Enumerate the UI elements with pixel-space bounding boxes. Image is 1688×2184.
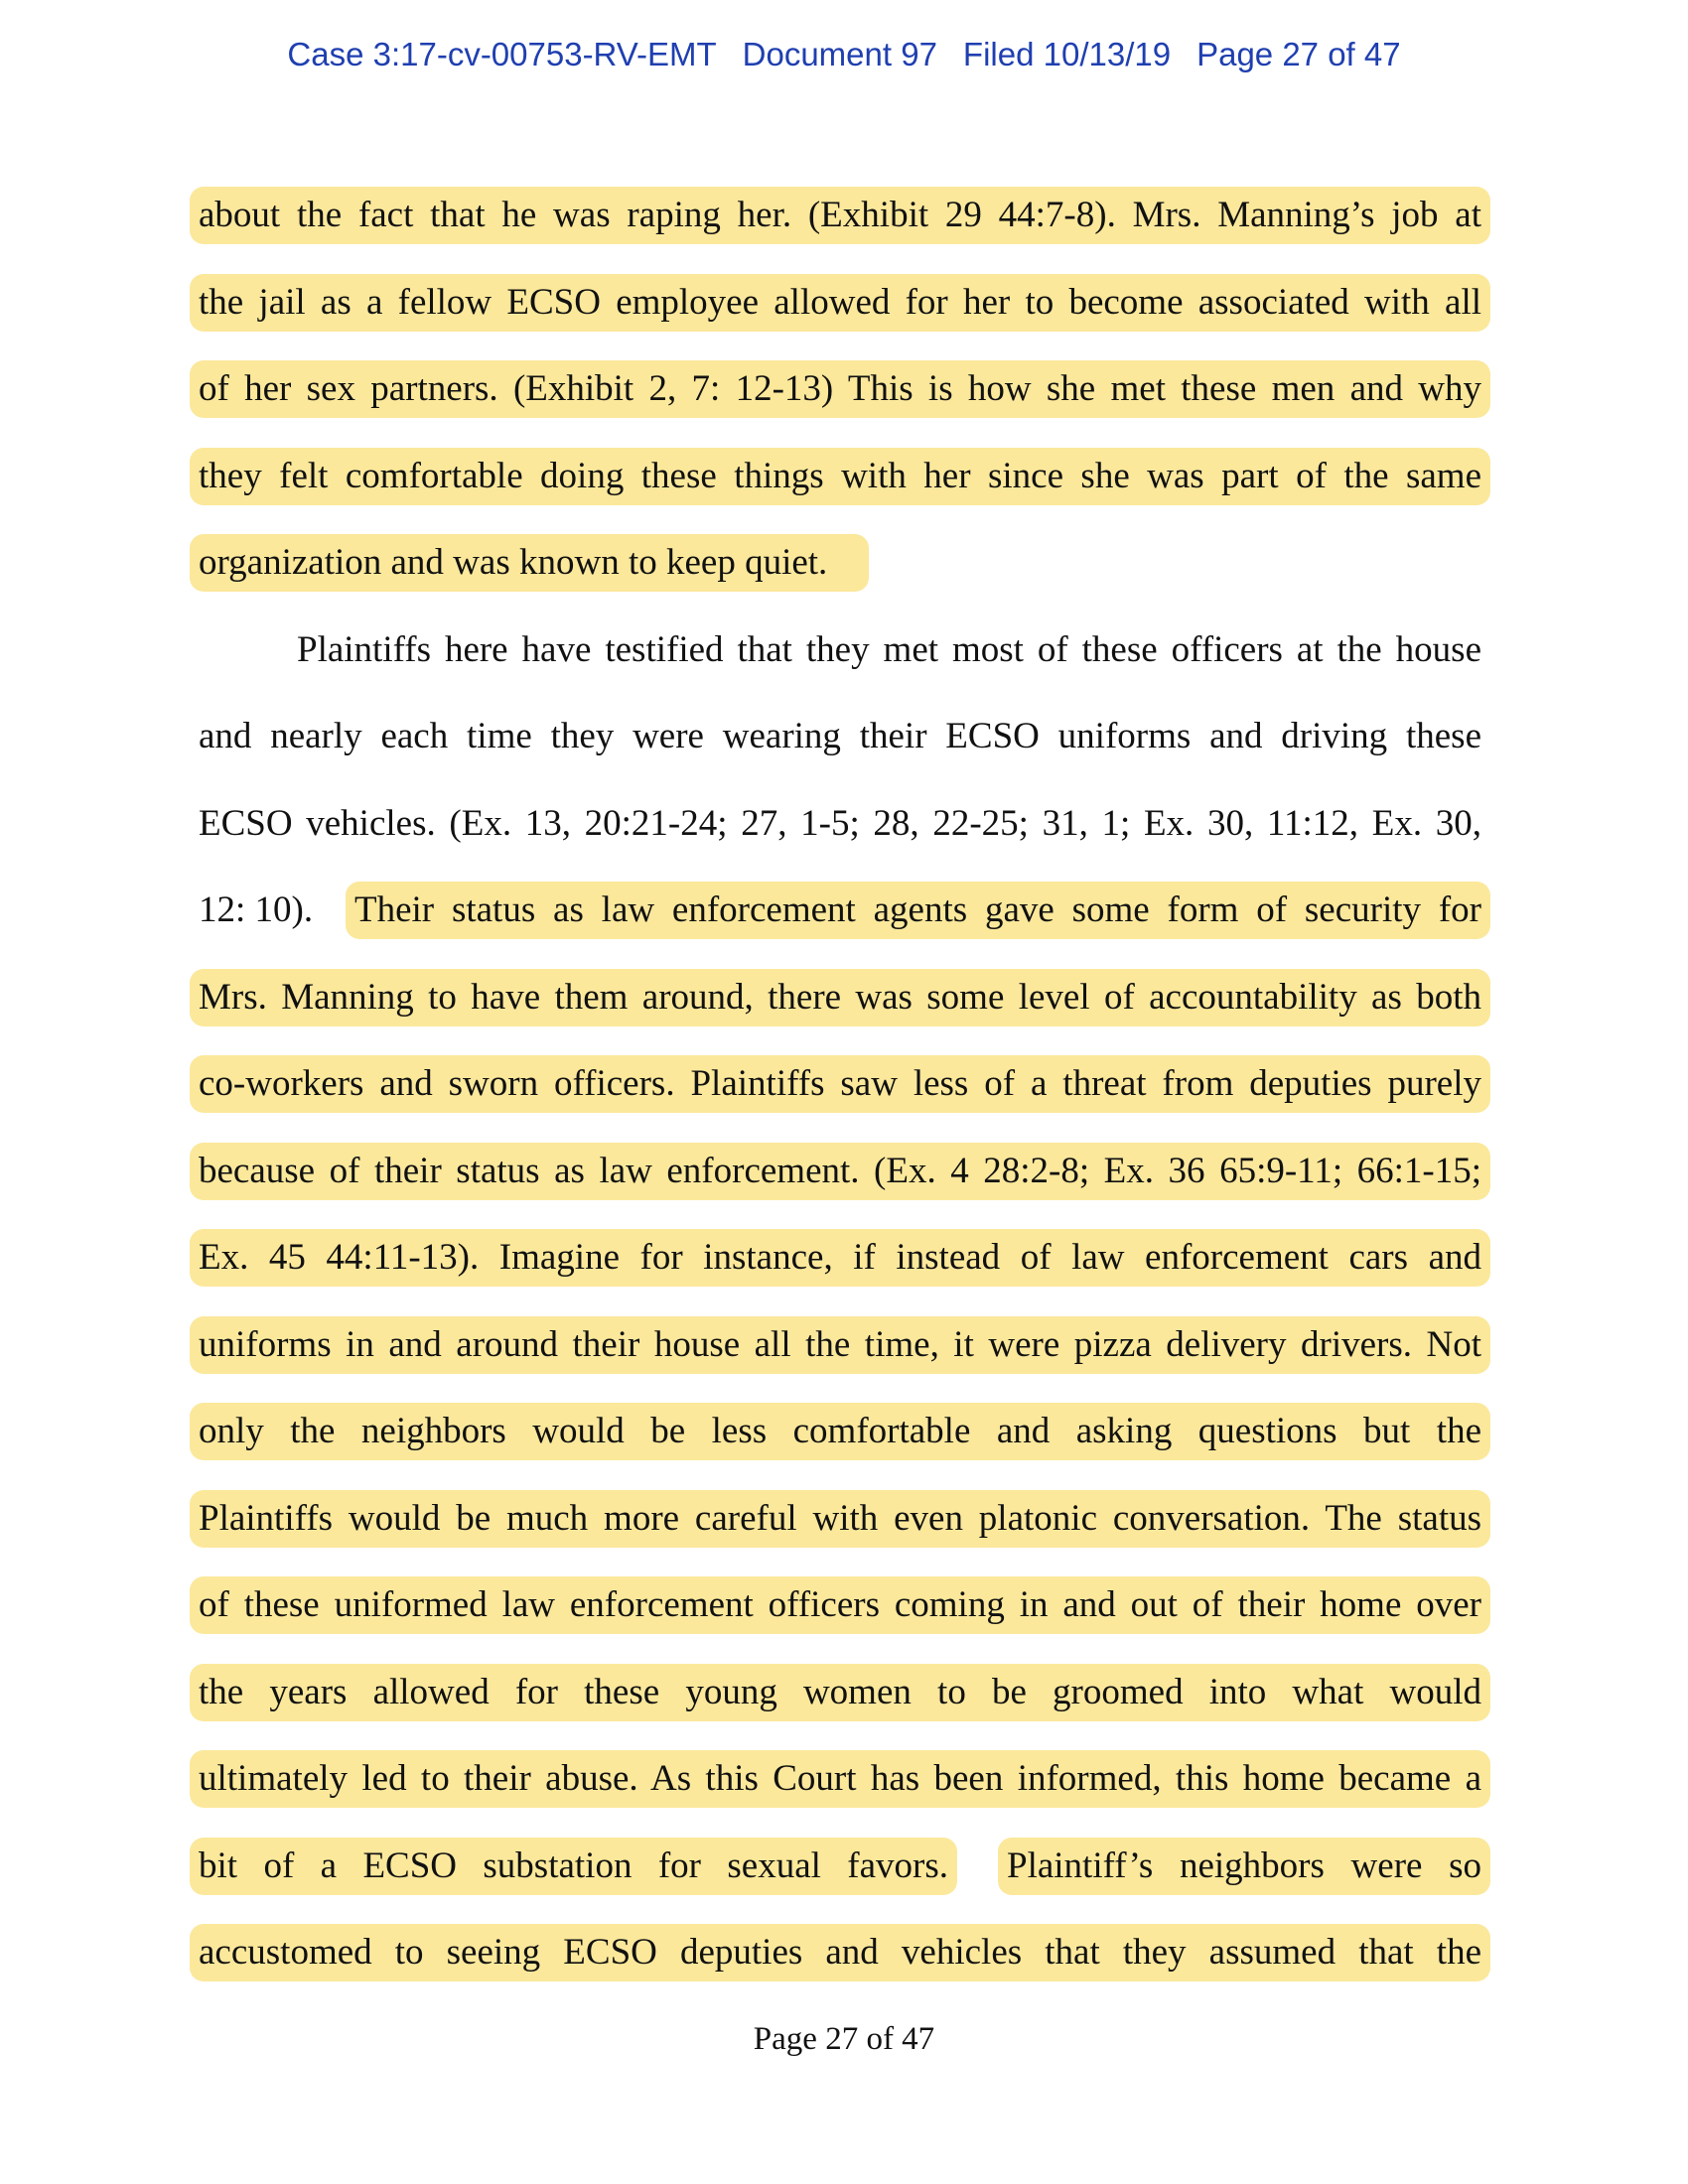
body-line: they felt comfortable doing these things with her since she was part of the same bbox=[190, 448, 1490, 505]
body-line-segment: 12: 10). bbox=[199, 889, 314, 930]
body-line: of her sex partners. (Exhibit 2, 7: 12-13) This is how she met these men and why bbox=[190, 360, 1490, 418]
body-line: only the neighbors would be less comfortable and asking questions but the bbox=[190, 1403, 1490, 1460]
body-line-segment: bit of a ECSO substation for sexual favors. bbox=[190, 1838, 957, 1895]
body-line: uniforms in and around their house all the time, it were pizza delivery drivers. Not bbox=[190, 1316, 1490, 1374]
body-line: the jail as a fellow ECSO employee allowed for her to become associated with all bbox=[190, 274, 1490, 332]
case-header bbox=[0, 36, 1688, 73]
body-line: the years allowed for these young women to be groomed into what would bbox=[190, 1664, 1490, 1721]
header-page-number: Page 27 of 47 bbox=[1196, 36, 1401, 72]
body-line: Ex. 45 44:11-13). Imagine for instance, if instead of law enforcement cars and bbox=[190, 1229, 1490, 1287]
body-line: because of their status as law enforcement. (Ex. 4 28:2-8; Ex. 36 65:9-11; 66:1-15; bbox=[190, 1143, 1490, 1200]
document-number: Document 97 bbox=[742, 36, 937, 72]
body-line: organization and was known to keep quiet. bbox=[190, 534, 869, 592]
body-line: and nearly each time they were wearing their ECSO uniforms and driving these bbox=[199, 716, 1481, 756]
body-line: of these uniformed law enforcement officers coming in and out of their home over bbox=[190, 1576, 1490, 1634]
filed-date: Filed 10/13/19 bbox=[962, 36, 1172, 72]
body-line: Plaintiffs here have testified that they met most of these officers at the house bbox=[297, 629, 1481, 670]
case-number: Case 3:17-cv-00753-RV-EMT bbox=[287, 36, 717, 72]
body-line-segment: Their status as law enforcement agents gave some form of security for bbox=[346, 882, 1490, 939]
body-line-segment: Plaintiff’s neighbors were so bbox=[998, 1838, 1490, 1895]
footer-page-number: Page 27 of 47 bbox=[753, 2021, 935, 2057]
body-line: ultimately led to their abuse. As this Court has been informed, this home became a bbox=[190, 1750, 1490, 1808]
body-line: accustomed to seeing ECSO deputies and vehicles that they assumed that the bbox=[190, 1924, 1490, 1981]
body-line: ECSO vehicles. (Ex. 13, 20:21-24; 27, 1-5; 28, 22-25; 31, 1; Ex. 30, 11:12, Ex. 30, bbox=[199, 803, 1481, 844]
body-line: Plaintiffs would be much more careful with even platonic conversation. The status bbox=[190, 1490, 1490, 1548]
body-line: Mrs. Manning to have them around, there was some level of accountability as both bbox=[190, 969, 1490, 1026]
body-line: co-workers and sworn officers. Plaintiffs saw less of a threat from deputies purely bbox=[190, 1055, 1490, 1113]
body-line: about the fact that he was raping her. (Exhibit 29 44:7-8). Mrs. Manning’s job at bbox=[190, 187, 1490, 244]
